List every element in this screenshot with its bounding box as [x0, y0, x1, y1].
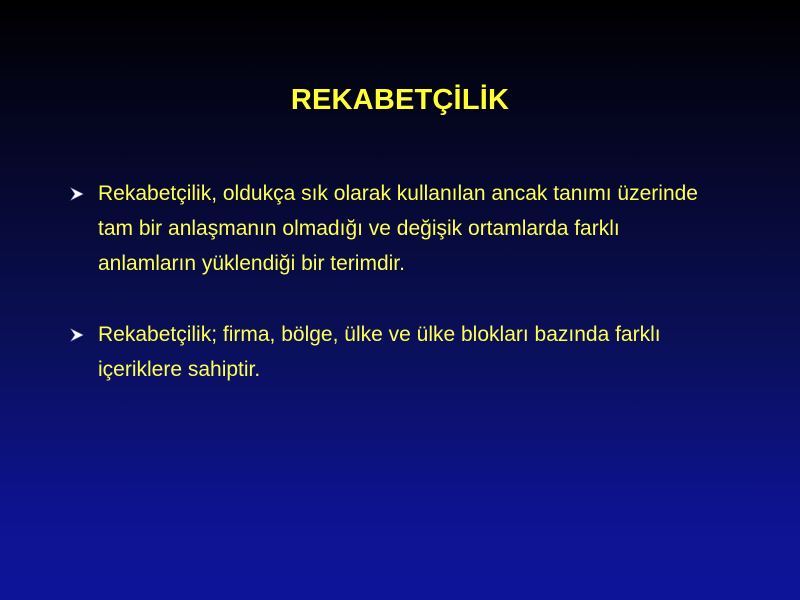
bullet-list: [70, 176, 710, 387]
bullet-text: Rekabetçilik, oldukça sık olarak kullanılan ancak tanımı üzerinde tam bir anlaşmanın olmadığı ve değişik ortamlarda farklı anlamların yüklendiği bir terimdir.: [98, 182, 698, 275]
slide-title: REKABETÇİLİK: [290, 84, 510, 116]
arrow-bullet-icon: [70, 187, 84, 201]
bullet-item: [70, 317, 710, 387]
bullet-text: Rekabetçilik; firma, bölge, ülke ve ülke blokları bazında farklı içeriklere sahiptir.: [98, 323, 661, 381]
bullet-item: [70, 176, 710, 281]
arrow-bullet-icon: [70, 328, 84, 342]
